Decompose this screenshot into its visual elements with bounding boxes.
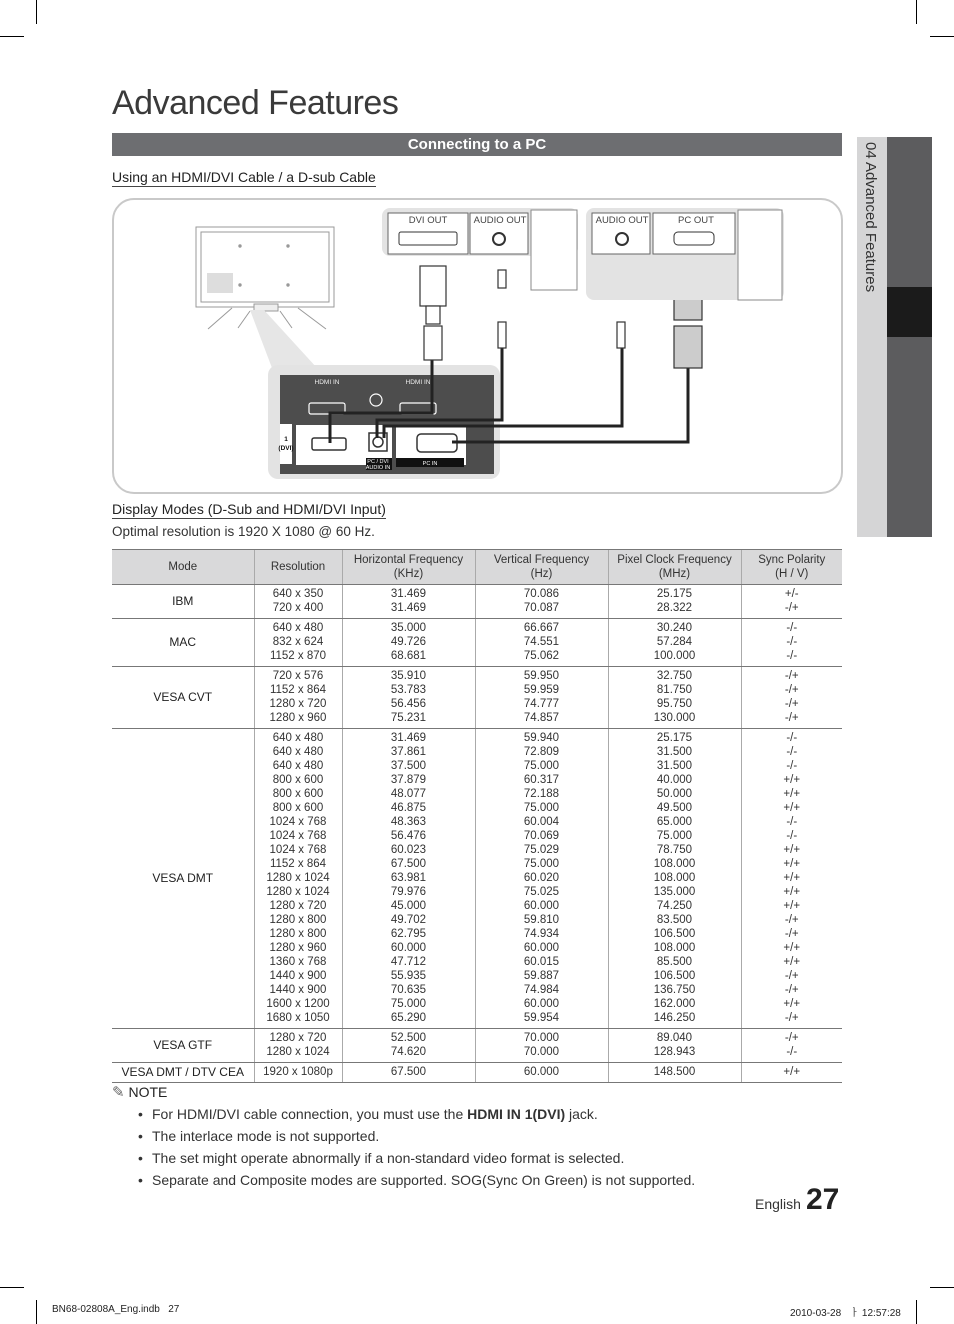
sync-polarity-cell: -/+ -/+ -/+ -/+	[741, 667, 842, 729]
pencil-icon: ✎	[112, 1084, 125, 1101]
note-heading-text: NOTE	[128, 1084, 168, 1100]
side-tab-label: 04 Advanced Features	[862, 142, 879, 293]
crop-mark	[930, 1287, 954, 1288]
column-header: Resolution	[254, 550, 342, 585]
display-modes-heading: Display Modes (D-Sub and HDMI/DVI Input)	[112, 501, 386, 517]
crop-mark	[36, 1300, 37, 1324]
hdmi-in-label: HDMI IN	[405, 379, 431, 386]
side-tab-dark	[887, 137, 932, 537]
audio-out-label: AUDIO OUT	[473, 215, 527, 226]
side-tab-marker	[887, 287, 932, 337]
hdmi-1-label: 1	[284, 436, 288, 443]
connection-illustration	[112, 198, 843, 494]
pc-dvi-audio-in-label: AUDIO IN	[365, 465, 391, 471]
mode-cell: MAC	[112, 619, 254, 667]
table-row	[112, 1063, 842, 1083]
crop-mark	[0, 36, 24, 37]
vertical-frequency-cell: 59.940 72.809 75.000 60.317 72.188 75.000 60.004 70.069 75.029 75.000 60.020 75.025 60.000 59.810 74.934 60.000 60.015 59.887 74.984 60.000 59.954	[475, 729, 608, 1029]
pc-out-label: PC OUT	[678, 215, 714, 226]
pc-dvi-audio-in-label: PC / DVI	[367, 459, 389, 465]
pixel-clock-cell: 25.175 31.500 31.500 40.000 50.000 49.500 65.000 75.000 78.750 108.000 108.000 135.000 74.250 83.500 106.500 108.000 85.500 106.500 136.750 162.000 146.250	[608, 729, 741, 1029]
horizontal-frequency-cell: 31.469 31.469	[342, 585, 475, 619]
note-heading	[112, 1083, 167, 1101]
column-header: Sync Polarity (H / V)	[741, 550, 842, 585]
dvi-out-label: DVI OUT	[408, 215, 448, 226]
mode-cell: VESA DMT / DTV CEA	[112, 1063, 254, 1083]
column-header: Vertical Frequency (Hz)	[475, 550, 608, 585]
sync-polarity-cell: -/- -/- -/- +/+ +/+ +/+ -/- -/- +/+ +/+ +/+ +/+ +/+ -/+ -/+ +/+ +/+ -/+ -/+ +/+ -/+	[741, 729, 842, 1029]
sync-polarity-cell: -/+ -/-	[741, 1029, 842, 1063]
audio-out-label: AUDIO OUT	[595, 215, 649, 226]
mode-cell: VESA DMT	[112, 729, 254, 1029]
resolution-cell: 640 x 350 720 x 400	[254, 585, 342, 619]
resolution-cell: 1280 x 720 1280 x 1024	[254, 1029, 342, 1063]
footer-language: English	[755, 1196, 801, 1212]
crop-mark	[930, 36, 954, 37]
crop-mark	[916, 1300, 917, 1324]
pixel-clock-cell: 148.500	[608, 1063, 741, 1083]
pc-in-label: PC IN	[422, 461, 438, 467]
hdmi-in-label: HDMI IN	[314, 379, 340, 386]
column-header: Horizontal Frequency (KHz)	[342, 550, 475, 585]
page-number: 27	[806, 1183, 840, 1216]
vertical-frequency-cell: 70.086 70.087	[475, 585, 608, 619]
vertical-frequency-cell: 66.667 74.551 75.062	[475, 619, 608, 667]
resolution-cell: 1920 x 1080p	[254, 1063, 342, 1083]
table-row	[112, 585, 842, 619]
print-slug-right: 2010-03-28 ㅏ 12:57:28	[790, 1308, 901, 1319]
vertical-frequency-cell: 60.000	[475, 1063, 608, 1083]
print-slug-left: BN68-02808A_Eng.indb 27	[52, 1304, 180, 1315]
dvi-label: (DVI)	[278, 445, 294, 452]
sync-polarity-cell: -/- -/- -/-	[741, 619, 842, 667]
table-header-row	[112, 550, 842, 585]
mode-cell: IBM	[112, 585, 254, 619]
table-row	[112, 1029, 842, 1063]
horizontal-frequency-cell: 35.910 53.783 56.456 75.231	[342, 667, 475, 729]
horizontal-frequency-cell: 35.000 49.726 68.681	[342, 619, 475, 667]
table-row	[112, 667, 842, 729]
note-item: • Separate and Composite modes are supported. SOG(Sync On Green) is not supported.	[138, 1172, 696, 1188]
vertical-frequency-cell: 59.950 59.959 74.777 74.857	[475, 667, 608, 729]
pixel-clock-cell: 30.240 57.284 100.000	[608, 619, 741, 667]
crop-mark	[0, 1287, 24, 1288]
table-row	[112, 619, 842, 667]
resolution-cell: 720 x 576 1152 x 864 1280 x 720 1280 x 960	[254, 667, 342, 729]
crop-mark	[916, 0, 917, 24]
column-header: Pixel Clock Frequency (MHz)	[608, 550, 741, 585]
crop-mark	[36, 0, 37, 24]
horizontal-frequency-cell: 67.500	[342, 1063, 475, 1083]
display-modes-table	[112, 549, 842, 1083]
page-title: Advanced Features	[112, 84, 399, 122]
vertical-frequency-cell: 70.000 70.000	[475, 1029, 608, 1063]
resolution-cell: 640 x 480 832 x 624 1152 x 870	[254, 619, 342, 667]
sync-polarity-cell: +/- -/+	[741, 585, 842, 619]
note-item: • The set might operate abnormally if a non-standard video format is selected.	[138, 1150, 625, 1166]
section-title: Connecting to a PC	[112, 133, 842, 156]
note-item: • For HDMI/DVI cable connection, you must use the HDMI IN 1(DVI) jack.	[138, 1106, 598, 1122]
table-row	[112, 729, 842, 1029]
horizontal-frequency-cell: 31.469 37.861 37.500 37.879 48.077 46.875 48.363 56.476 60.023 67.500 63.981 79.976 45.000 49.702 62.795 60.000 47.712 55.935 70.635 75.000 65.290	[342, 729, 475, 1029]
subheading: Using an HDMI/DVI Cable / a D-sub Cable	[112, 169, 376, 185]
pixel-clock-cell: 32.750 81.750 95.750 130.000	[608, 667, 741, 729]
pixel-clock-cell: 89.040 128.943	[608, 1029, 741, 1063]
sync-polarity-cell: +/+	[741, 1063, 842, 1083]
horizontal-frequency-cell: 52.500 74.620	[342, 1029, 475, 1063]
note-item: • The interlace mode is not supported.	[138, 1128, 380, 1144]
pixel-clock-cell: 25.175 28.322	[608, 585, 741, 619]
notes-list	[138, 1104, 695, 1192]
optimal-resolution-text: Optimal resolution is 1920 X 1080 @ 60 Hz.	[112, 524, 375, 539]
mode-cell: VESA CVT	[112, 667, 254, 729]
column-header: Mode	[112, 550, 254, 585]
mode-cell: VESA GTF	[112, 1029, 254, 1063]
resolution-cell: 640 x 480 640 x 480 640 x 480 800 x 600 800 x 600 800 x 600 1024 x 768 1024 x 768 1024 x 768 1152 x 864 1280 x 1024 1280 x 1024 1280 x 720 1280 x 800 1280 x 800 1280 x 960 1360 x 768 1440 x 900 1440 x 900 1600 x 1200 1680 x 1050	[254, 729, 342, 1029]
